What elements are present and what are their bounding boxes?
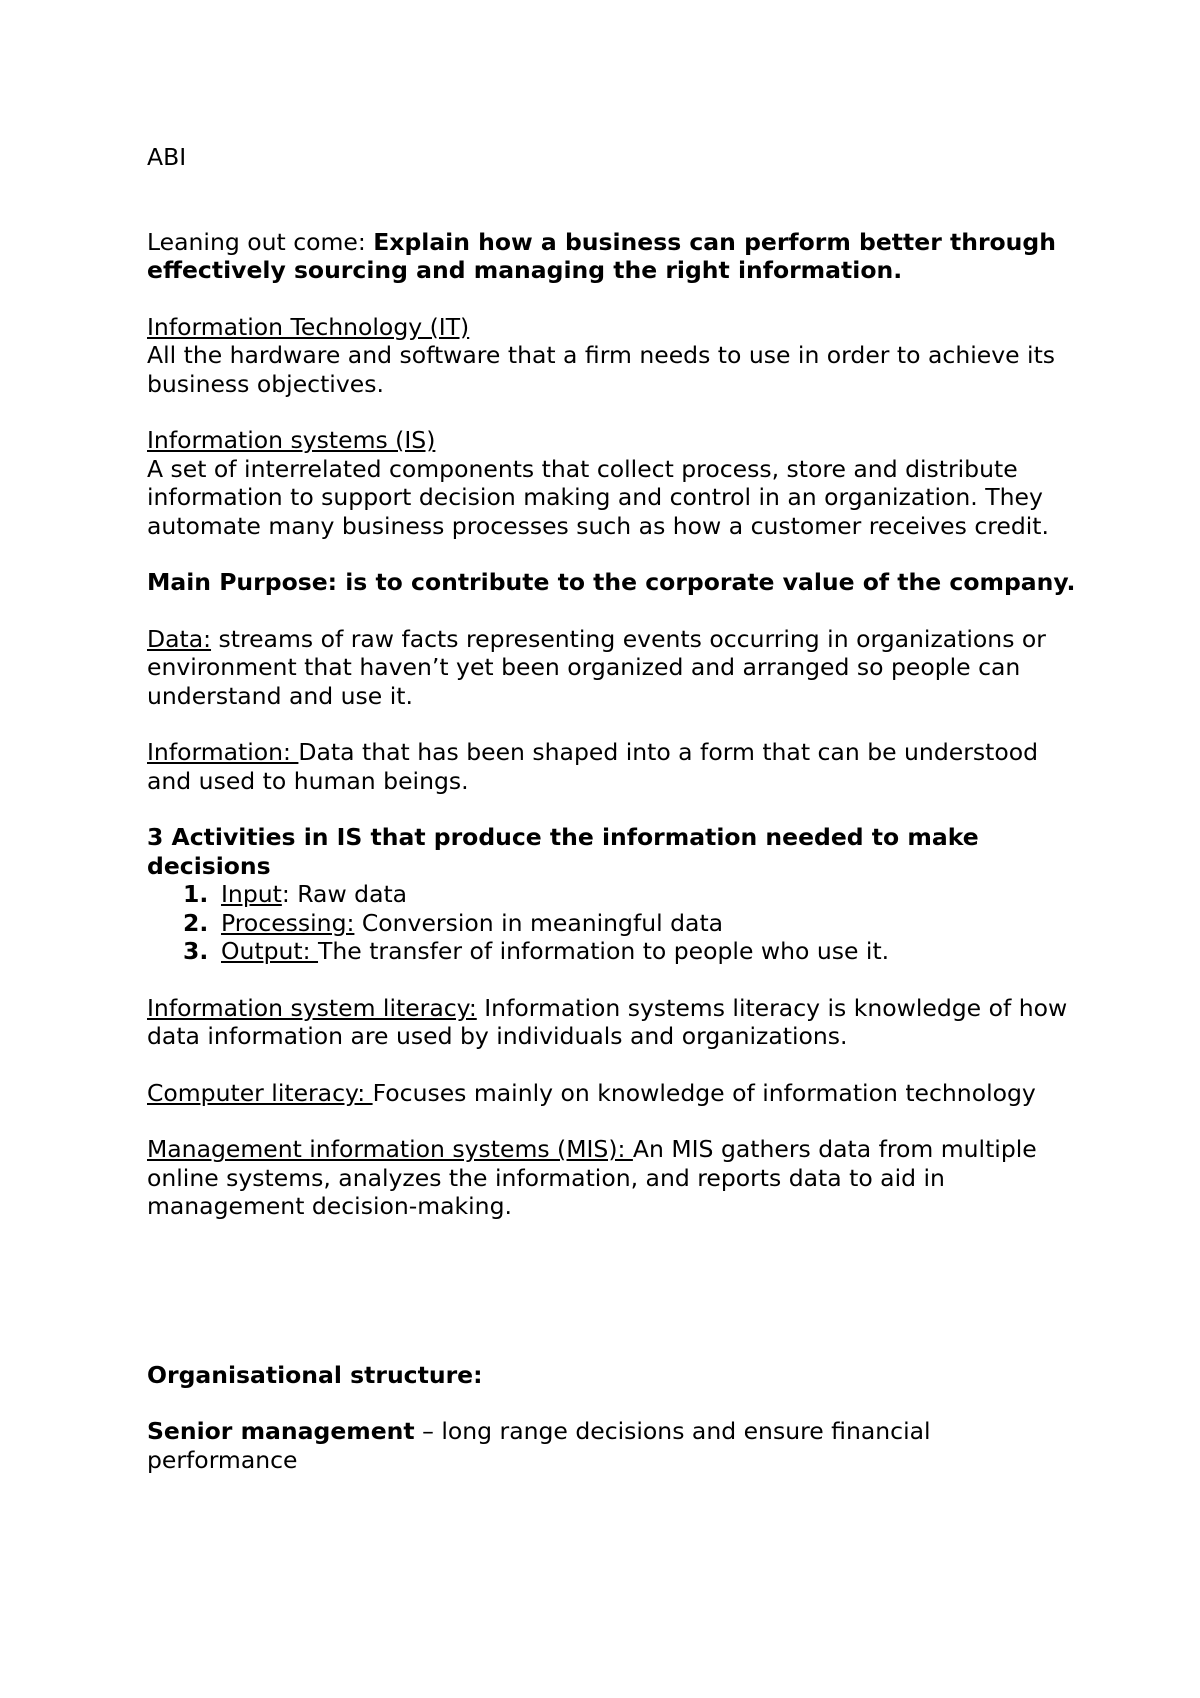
list-item [183, 880, 1077, 909]
senior-management-term: Senior management [147, 1417, 415, 1445]
mis-definition: An MIS gathers data from multiple online systems, analyzes the information, and reports data to aid in management decision-making. [147, 1135, 1037, 1220]
data-definition-block [147, 625, 1077, 711]
main-purpose: Main Purpose: is to contribute to the corporate value of the company. [147, 568, 1076, 596]
list-item-number: 3. [183, 937, 209, 965]
list-item-text: The transfer of information to people who use it. [318, 937, 890, 965]
senior-management-block [147, 1417, 1077, 1474]
mis-block [147, 1135, 1077, 1221]
list-item-text: Conversion in meaningful data [354, 908, 724, 937]
is-literacy-term: Information system literacy: [147, 993, 477, 1022]
is-literacy-block [147, 994, 1077, 1051]
is-literacy-definition: Information systems literacy is knowledge of how data information are used by individuals and organizations. [147, 993, 1068, 1050]
is-term: Information systems (IS) [147, 426, 436, 454]
mis-term: Management information systems (MIS): [147, 1135, 633, 1163]
it-definition-block [147, 313, 1077, 399]
data-term: Data: [147, 624, 212, 653]
list-item [183, 908, 1077, 938]
learning-outcome [147, 228, 1077, 285]
list-item [183, 937, 1077, 966]
list-item-number: 2. [183, 908, 209, 937]
learning-outcome-text: Explain how a business can perform better through effectively sourcing and managing the right information. [147, 227, 1056, 284]
learning-outcome-prefix: Leaning out come: [147, 227, 374, 256]
senior-management-definition: – long range decisions and ensure financial performance [147, 1417, 931, 1474]
org-structure-heading: Organisational structure: [147, 1360, 483, 1389]
is-definition: A set of interrelated components that collect process, store and distribute information to support decision making and control in an organization. They automate many business processes such as how a customer receives credit. [147, 454, 1049, 540]
information-definition: Data that has been shaped into a form that can be understood and used to human beings. [147, 738, 1038, 795]
data-definition: streams of raw facts representing events occurring in organizations or environment that haven’t yet been organized and arranged so people can understand and use it. [147, 624, 1046, 710]
computer-literacy-term: Computer literacy: [147, 1078, 373, 1107]
is-definition-block [147, 426, 1077, 540]
computer-literacy-definition: Focuses mainly on knowledge of information technology [372, 1078, 1036, 1107]
list-item-term: Input [221, 880, 282, 908]
list-item-term: Output: [221, 937, 319, 965]
list-item-text: : Raw data [281, 880, 408, 908]
information-definition-block [147, 738, 1077, 795]
computer-literacy-block [147, 1079, 1077, 1108]
document-header: ABI [147, 143, 187, 171]
list-item-term: Processing: [221, 908, 355, 937]
it-definition: All the hardware and software that a firm needs to use in order to achieve its business objectives. [147, 341, 1056, 398]
activities-heading: 3 Activities in IS that produce the information needed to make decisions [147, 823, 979, 880]
it-term: Information Technology (IT) [147, 312, 470, 341]
information-term: Information: [147, 738, 299, 766]
activities-list [147, 880, 1077, 966]
list-item-number: 1. [183, 880, 209, 908]
document-page [147, 143, 1077, 1474]
